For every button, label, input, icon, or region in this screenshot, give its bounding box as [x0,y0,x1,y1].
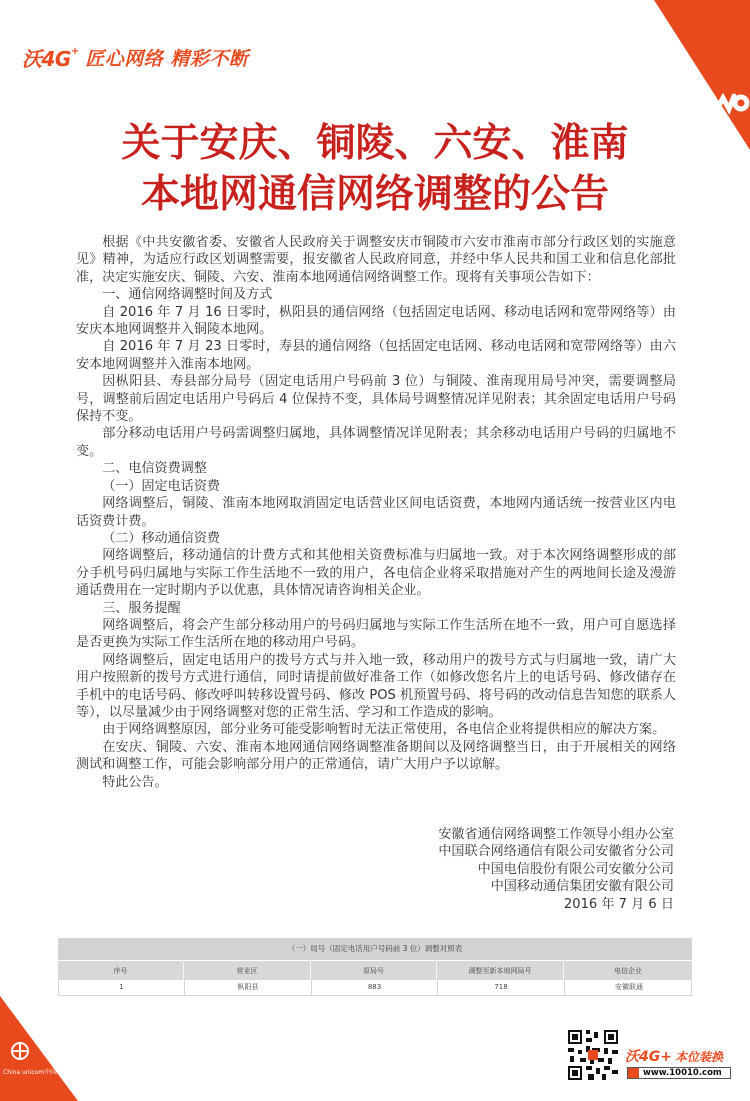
qr-code-icon [568,1030,618,1080]
subsection-heading: （一）固定电话资费 [102,478,221,494]
brand-logo-text: 沃4G [22,46,71,71]
paragraph: 部分移动电话用户号码需调整归属地，具体调整情况详见附表；其余移动电话用户号码的归属地不变。 [76,426,676,459]
footer-brand-logo: 沃4G [625,1049,661,1065]
china-unicom-text: China unicom中国联通 [3,1069,69,1076]
table-header-cell: 调整至新本地网局号 [437,961,564,980]
website-url-text: www.10010.com [643,1068,722,1078]
unicom-bottom-corner [0,996,78,1101]
table-cell: 883 [312,980,438,995]
paragraph: 网络调整后，固定电话用户的拨号方式与并入地一致，移动用户的拨号方式与归属地一致，请广大用户按照新的拨号方式进行通信，同时请提前做好准备工作（如修改您名片上的电话号码、修改储存在手机中的电话号码、修改呼叫转移设置号码、修改 POS 机预置号码、将号码的改动信息告知您的联系人等），以尽量减少由于网络调整对您的正常生活、学习和工作造成的影响。 [76,652,676,720]
paragraph: 自 2016 年 7 月 23 日零时，寿县的通信网络（包括固定电话网、移动电话网和宽带网络等）由六安本地网调整并入淮南本地网。 [76,339,676,372]
subsection-heading: （二）移动通信资费 [102,530,221,546]
table-caption: （一）局号（固定电话用户号码前 3 位）调整对照表 [58,938,692,960]
closing-line: 特此公告。 [102,774,168,790]
footer-brand [625,1046,723,1066]
signer-line: 中国联合网络通信有限公司安徽省分公司 [438,844,674,860]
signer-line: 中国电信股份有限公司安徽分公司 [477,861,674,877]
brand-plus-mark: + [70,45,80,57]
table-cell: 枞阳县 [185,980,312,995]
announcement-title-line2: 本地网通信网络调整的公告 [140,172,609,217]
signature-date: 2016 年 7 月 6 日 [563,896,674,912]
paragraph: 在安庆、铜陵、六安、淮南本地网通信网络调整准备期间以及网络调整当日，由于开展相关的网络测试和调整工作，可能会影响部分用户的正常通信，请广大用户予以谅解。 [76,739,676,773]
table-header-cell: 序号 [58,961,184,980]
paragraph: 根据《中共安徽省委、安徽省人民政府关于调整安庆市铜陵市六安市淮南市部分行政区划的实施意见》精神，为适应行政区划调整需要，报安徽省人民政府同意，并经中华人民共和国工业和信息化部批准，决定实施安庆、铜陵、六安、淮南本地网通信网络调整工作。现将有关事项公告如下： [76,235,676,285]
table-row [58,980,692,996]
announcement-title-line1: 关于安庆、铜陵、六安、淮南 [121,121,629,166]
paragraph: 网络调整后，铜陵、淮南本地网取消固定电话营业区间电话资费，本地网内通话统一按营业区内电话资费计费。 [76,496,676,529]
table-header-cell: 原局号 [311,961,437,980]
unicom-square-icon [628,1068,639,1078]
table-cell: 安徽联通 [615,983,643,991]
section-heading: 三、服务提醒 [102,600,181,616]
signer-line: 中国移动通信集团安徽有限公司 [490,879,674,895]
signature-block [354,826,674,913]
table-cell: 1 [59,980,185,995]
website-url[interactable] [627,1067,731,1079]
announcement-body [76,234,676,791]
table-header-cell: 营业区 [184,961,311,980]
footer-brand-tag: 本位装换 [674,1050,723,1064]
signer-line: 安徽省通信网络调整工作领导小组办公室 [438,827,674,842]
paragraph: 自 2016 年 7 月 16 日零时，枞阳县的通信网络（包括固定电话网、移动电话网和宽带网络等）由安庆本地网调整并入铜陵本地网。 [76,304,676,338]
brand-slogan [22,40,248,74]
paragraph: 由于网络调整原因，部分业务可能受影响暂时无法正常使用，各电信企业将提供相应的解决方案。 [102,722,666,738]
code-adjustment-table [58,938,692,996]
brand-tagline: 匠心网络 精彩不断 [85,47,249,70]
section-heading: 一、通信网络调整时间及方式 [102,287,273,303]
section-heading: 二、电信资费调整 [102,461,207,477]
table-header-row [58,960,692,980]
paragraph: 网络调整后，移动通信的计费方式和其他相关资费标准与归属地一致。对于本次网络调整形成的部分手机号码归属地与实际工作生活地不一致的用户，各电信企业将采取措施对产生的两地间长途及漫游通话费用在一定时期内予以优惠，具体情况请咨询相关企业。 [76,548,676,599]
footer-brand-mark: + [660,1049,672,1065]
paragraph: 因枞阳县、寿县部分局号（固定电话用户号码前 3 位）与铜陵、淮南现用局号冲突，需要调整局号，调整前后固定电话用户号码后 4 位保持不变，具体局号调整情况详见附表；其余固定电话用户号码保持不变。 [76,374,676,425]
table-cell: 718 [438,980,565,995]
table-header-cell: 电信企业 [614,966,642,975]
paragraph: 网络调整后，将会产生部分移动用户的号码归属地与实际工作生活所在地不一致，用户可自愿选择是否更换为实际工作生活所在地的移动用户号码。 [76,617,676,651]
